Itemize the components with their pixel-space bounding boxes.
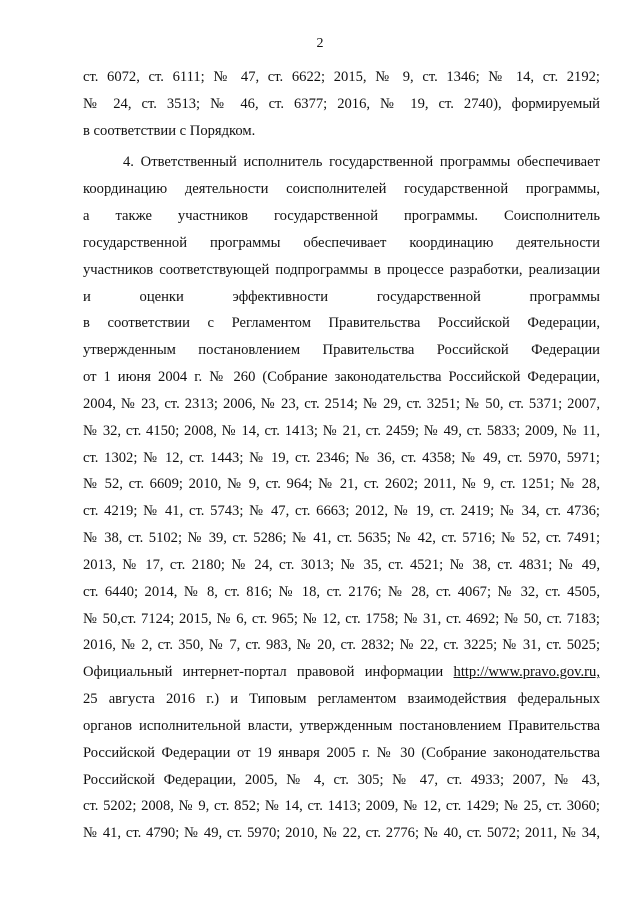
text-line: 25 августа 2016 г.) и Типовым регламентом взаимодействия федеральных (83, 691, 600, 708)
text-line: ст. 5202; 2008, № 9, ст. 852; № 14, ст. 1413; 2009, № 12, ст. 1429; № 25, ст. 3060; (83, 798, 600, 815)
page-number: 2 (316, 36, 324, 51)
text-line: № 41, ст. 4790; № 49, ст. 5970; 2010, № 22, ст. 2776; № 40, ст. 5072; 2011, № 34, (83, 825, 600, 842)
text-line-with-link (83, 659, 600, 686)
text-line: № 38, ст. 5102; № 39, ст. 5286; № 41, ст. 5635; № 42, ст. 5716; № 52, ст. 7491; (83, 530, 600, 547)
text-line: № 50,ст. 7124; 2015, № 6, ст. 965; № 12, ст. 1758; № 31, ст. 4692; № 50, ст. 7183; (83, 610, 600, 627)
text-line: от 1 июня 2004 г. № 260 (Собрание законодательства Российской Федерации, (83, 369, 600, 386)
text-segment: Официальный интернет-портал правовой информации (83, 664, 444, 681)
text-line: координацию деятельности соисполнителей государственной программы, (83, 181, 600, 198)
text-line: 2016, № 2, ст. 350, № 7, ст. 983, № 20, ст. 2832; № 22, ст. 3225; № 31, ст. 5025; (83, 637, 600, 654)
text-line: государственной программы обеспечивает координацию деятельности (83, 234, 600, 251)
paragraph-first-line: 4. Ответственный исполнитель государственной программы обеспечивает (123, 154, 600, 171)
text-line: утвержденным постановлением Правительства Российской Федерации (83, 342, 600, 359)
document-body (83, 64, 600, 847)
text-line: ст. 4219; № 41, ст. 5743; № 47, ст. 6663; 2012, № 19, ст. 2419; № 34, ст. 4736; (83, 503, 600, 520)
text-line: № 32, ст. 4150; 2008, № 14, ст. 1413; № 21, ст. 2459; № 49, ст. 5833; 2009, № 11, (83, 422, 600, 439)
text-line: ст. 6440; 2014, № 8, ст. 816; № 18, ст. 2176; № 28, ст. 4067; № 32, ст. 4505, (83, 583, 600, 600)
text-line: № 24, ст. 3513; № 46, ст. 6377; 2016, № 19, ст. 2740), формируемый (83, 95, 600, 112)
text-line: 2013, № 17, ст. 2180; № 24, ст. 3013; № 35, ст. 4521; № 38, ст. 4831; № 49, (83, 556, 600, 573)
text-line: участников соответствующей подпрограммы в процессе разработки, реализации (83, 261, 600, 278)
text-line: а также участников государственной программы. Соисполнитель (83, 208, 600, 225)
text-line: Российской Федерации, 2005, № 4, ст. 305; № 47, ст. 4933; 2007, № 43, (83, 771, 600, 788)
text-line: ст. 1302; № 12, ст. 1443; № 19, ст. 2346; № 36, ст. 4358; № 49, ст. 5970, 5971; (83, 449, 600, 466)
text-line: органов исполнительной власти, утвержденным постановлением Правительства (83, 717, 600, 734)
text-line: 2004, № 23, ст. 2313; 2006, № 23, ст. 2514; № 29, ст. 3251; № 50, ст. 5371; 2007, (83, 395, 600, 412)
text-line: Российской Федерации от 19 января 2005 г. № 30 (Собрание законодательства (83, 744, 600, 761)
text-line: в соответствии с Регламентом Правительства Российской Федерации, (83, 315, 600, 332)
text-line: в соответствии с Порядком. (83, 122, 256, 139)
text-line: и оценки эффективности государственной программы (83, 288, 600, 305)
pravo-gov-link[interactable]: http://www.pravo.gov.ru, (453, 664, 600, 681)
text-line: № 52, ст. 6609; 2010, № 9, ст. 964; № 21, ст. 2602; 2011, № 9, ст. 1251; № 28, (83, 476, 600, 493)
text-line: ст. 6072, ст. 6111; № 47, ст. 6622; 2015, № 9, ст. 1346; № 14, ст. 2192; (83, 69, 600, 85)
